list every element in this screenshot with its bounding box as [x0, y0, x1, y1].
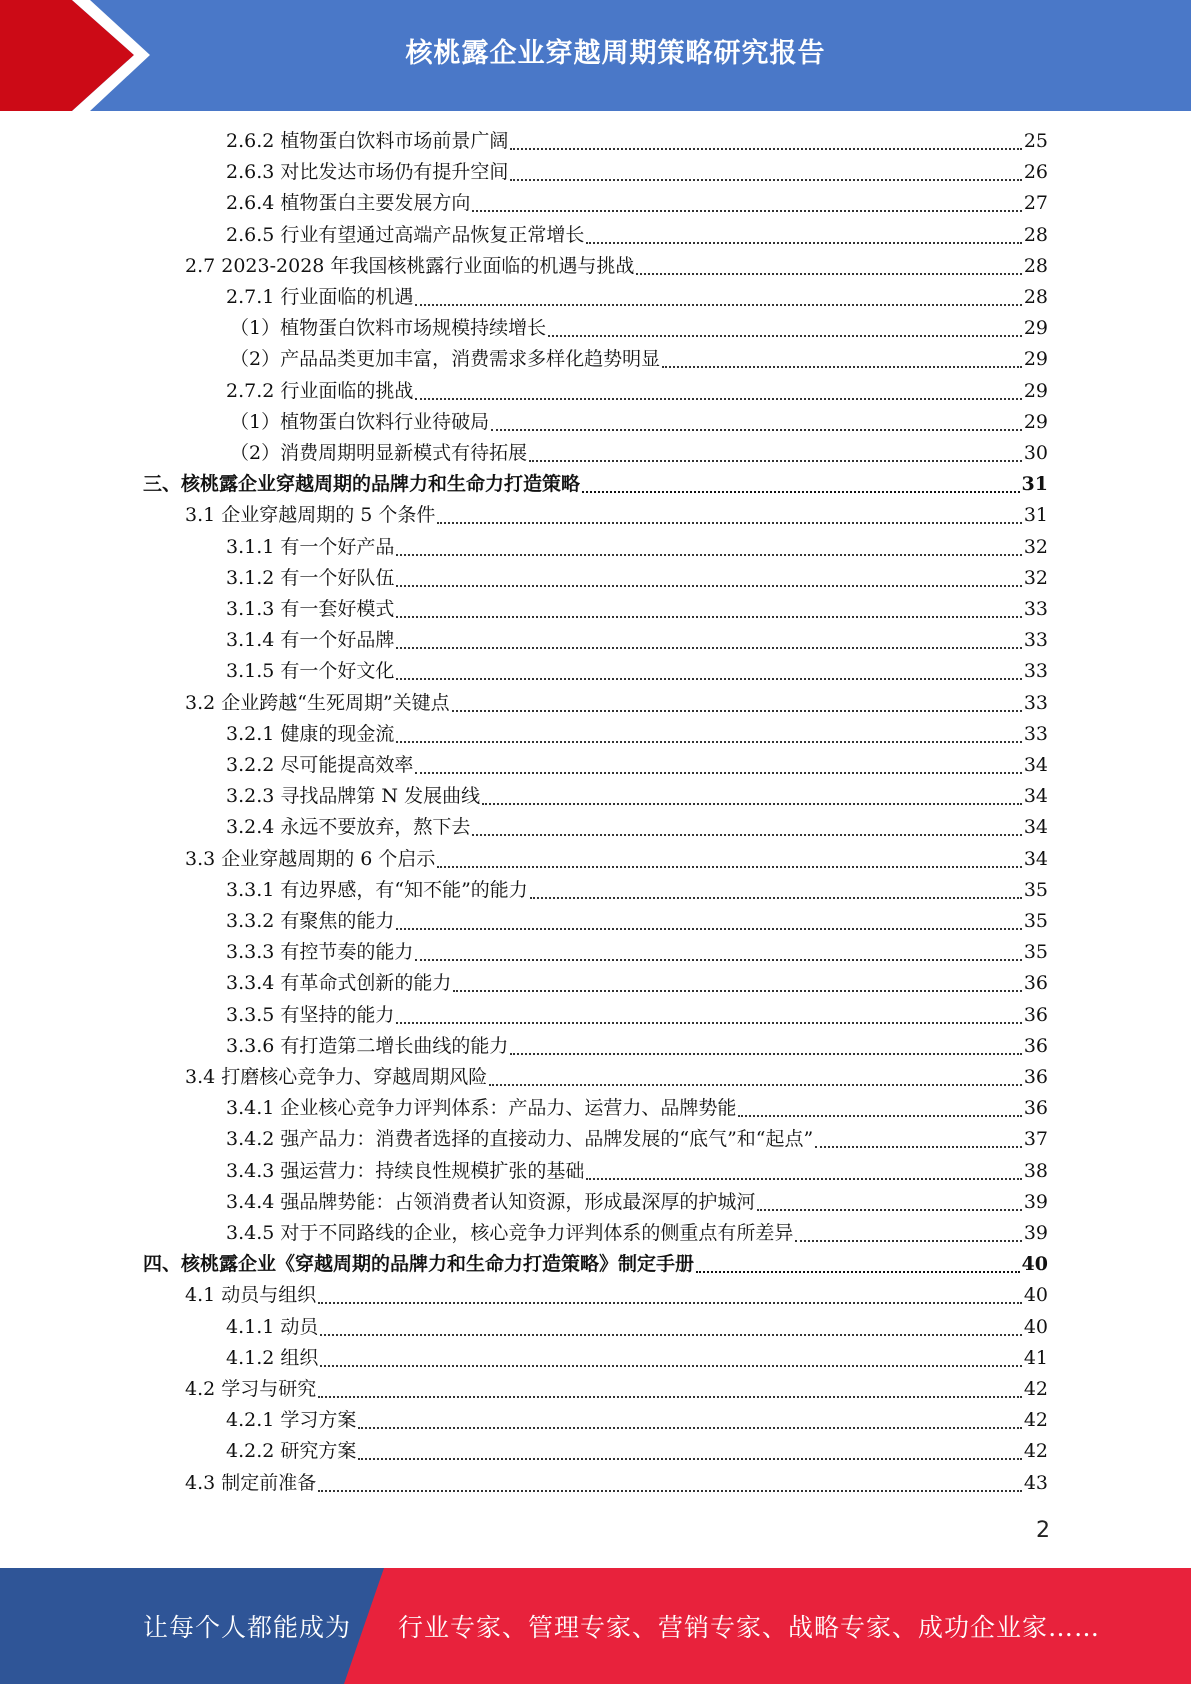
toc-entry[interactable] — [226, 220, 1048, 251]
toc-entry-label: 三、核桃露企业穿越周期的品牌力和生命力打造策略 — [143, 473, 581, 495]
toc-entry[interactable] — [226, 906, 1048, 937]
toc-entry-label: 3.1.2 有一个好队伍 — [226, 567, 395, 589]
toc-dot-leader — [396, 647, 1021, 649]
toc-entry-page: 29 — [1023, 380, 1048, 402]
toc-entry[interactable] — [185, 500, 1048, 531]
toc-entry-page: 41 — [1023, 1347, 1048, 1369]
toc-dot-leader — [358, 1427, 1021, 1429]
toc-entry-label: 3.1.1 有一个好产品 — [226, 536, 395, 558]
toc-entry[interactable] — [226, 376, 1048, 407]
toc-entry-page: 26 — [1023, 161, 1048, 183]
toc-entry-page: 29 — [1023, 348, 1048, 370]
toc-dot-leader — [437, 866, 1021, 868]
toc-dot-leader — [529, 460, 1022, 462]
toc-entry-page: 35 — [1023, 879, 1048, 901]
toc-entry-label: （2）消费周期明显新模式有待拓展 — [230, 442, 528, 464]
toc-dot-leader — [415, 959, 1021, 961]
toc-entry[interactable] — [185, 1062, 1048, 1093]
toc-entry-label: 4.1.2 组织 — [226, 1347, 319, 1369]
toc-entry-page: 34 — [1023, 785, 1048, 807]
toc-entry-page: 43 — [1023, 1472, 1048, 1494]
toc-entry-label: 3.3.1 有边界感，有“知不能”的能力 — [226, 879, 528, 901]
toc-entry-label: 4.3 制定前准备 — [185, 1472, 317, 1494]
toc-dot-leader — [815, 1146, 1022, 1148]
toc-entry-label: （1）植物蛋白饮料市场规模持续增长 — [230, 317, 547, 339]
toc-entry-label: 2.6.2 植物蛋白饮料市场前景广阔 — [226, 130, 509, 152]
toc-dot-leader — [437, 522, 1021, 524]
toc-dot-leader — [318, 1302, 1022, 1304]
toc-dot-leader — [696, 1271, 1020, 1273]
toc-entry-label: 四、核桃露企业《穿越周期的品牌力和生命力打造策略》制定手册 — [143, 1253, 695, 1275]
toc-dot-leader — [482, 803, 1022, 805]
toc-entry-label: 2.6.5 行业有望通过高端产品恢复正常增长 — [226, 224, 585, 246]
toc-entry-label: 3.2.3 寻找品牌第 N 发展曲线 — [226, 785, 481, 807]
page-footer — [0, 1568, 1191, 1684]
toc-entry-page: 33 — [1023, 660, 1048, 682]
toc-entry[interactable] — [185, 844, 1048, 875]
toc-entry[interactable] — [226, 1156, 1048, 1187]
toc-entry-page: 31 — [1023, 504, 1048, 526]
toc-entry[interactable] — [226, 1436, 1048, 1467]
toc-entry-page: 34 — [1023, 754, 1048, 776]
toc-entry-page: 42 — [1023, 1440, 1048, 1462]
toc-entry-page: 29 — [1023, 411, 1048, 433]
toc-dot-leader — [415, 398, 1021, 400]
toc-entry-page: 28 — [1023, 224, 1048, 246]
toc-entry-label: 3.3.3 有控节奏的能力 — [226, 941, 414, 963]
toc-entry[interactable] — [226, 563, 1048, 594]
toc-entry-label: 3.1.5 有一个好文化 — [226, 660, 395, 682]
toc-entry[interactable] — [230, 344, 1048, 375]
toc-entry-page: 42 — [1023, 1378, 1048, 1400]
toc-dot-leader — [548, 335, 1022, 337]
toc-entry[interactable] — [226, 625, 1048, 656]
toc-dot-leader — [415, 772, 1021, 774]
toc-entry[interactable] — [226, 656, 1048, 687]
toc-entry-label: 2.7.1 行业面临的机遇 — [226, 286, 414, 308]
toc-entry[interactable] — [226, 532, 1048, 563]
toc-entry-label: 2.6.4 植物蛋白主要发展方向 — [226, 192, 471, 214]
toc-dot-leader — [582, 491, 1020, 493]
toc-entry-page: 38 — [1023, 1160, 1048, 1182]
toc-entry[interactable] — [226, 1000, 1048, 1031]
footer-slogan-left: 让每个人都能成为 — [143, 1613, 352, 1642]
toc-entry-page: 35 — [1023, 910, 1048, 932]
toc-dot-leader — [318, 1490, 1022, 1492]
toc-dot-leader — [415, 304, 1021, 306]
toc-entry-label: 3.3.6 有打造第二增长曲线的能力 — [226, 1035, 509, 1057]
toc-entry-label: 2.6.3 对比发达市场仍有提升空间 — [226, 161, 509, 183]
toc-entry-label: 4.2.2 研究方案 — [226, 1440, 357, 1462]
toc-entry-page: 40 — [1023, 1316, 1048, 1338]
toc-entry[interactable] — [226, 750, 1048, 781]
toc-dot-leader — [358, 1458, 1021, 1460]
toc-entry[interactable] — [185, 251, 1048, 282]
toc-entry-page: 30 — [1023, 442, 1048, 464]
toc-entry[interactable] — [226, 126, 1048, 157]
toc-dot-leader — [586, 1178, 1021, 1180]
toc-dot-leader — [396, 678, 1021, 680]
toc-entry[interactable] — [226, 1405, 1048, 1436]
toc-entry-page: 36 — [1023, 1097, 1048, 1119]
toc-dot-leader — [396, 554, 1021, 556]
toc-dot-leader — [795, 1240, 1021, 1242]
toc-entry-label: 3.3.2 有聚焦的能力 — [226, 910, 395, 932]
toc-dot-leader — [396, 928, 1021, 930]
toc-entry-label: 2.7.2 行业面临的挑战 — [226, 380, 414, 402]
toc-entry-label: 4.2 学习与研究 — [185, 1378, 317, 1400]
toc-dot-leader — [530, 897, 1022, 899]
toc-entry-label: 3.4.3 强运营力：持续良性规模扩张的基础 — [226, 1160, 585, 1182]
toc-entry-page: 35 — [1023, 941, 1048, 963]
toc-entry-page: 33 — [1023, 692, 1048, 714]
toc-entry-page: 37 — [1023, 1128, 1048, 1150]
toc-entry[interactable] — [226, 968, 1048, 999]
toc-entry[interactable] — [226, 1031, 1048, 1062]
toc-entry-page: 36 — [1023, 1066, 1048, 1088]
toc-entry-page: 27 — [1023, 192, 1048, 214]
toc-entry[interactable] — [226, 1124, 1048, 1155]
toc-entry[interactable] — [226, 812, 1048, 843]
toc-dot-leader — [320, 1334, 1021, 1336]
toc-entry[interactable] — [226, 1312, 1048, 1343]
toc-entry-label: 3.4.4 强品牌势能：占领消费者认知资源，形成最深厚的护城河 — [226, 1191, 756, 1213]
toc-entry-page: 25 — [1023, 130, 1048, 152]
toc-dot-leader — [757, 1209, 1021, 1211]
toc-entry-label: 3.3 企业穿越周期的 6 个启示 — [185, 848, 436, 870]
page-number: 2 — [1036, 1518, 1050, 1543]
toc-entry-page: 33 — [1023, 598, 1048, 620]
footer-slogan-right: 行业专家、管理专家、营销专家、战略专家、成功企业家…… — [398, 1613, 1101, 1642]
toc-entry[interactable] — [226, 1187, 1048, 1218]
toc-dot-leader — [489, 1084, 1022, 1086]
toc-dot-leader — [636, 273, 1021, 275]
toc-entry[interactable] — [226, 937, 1048, 968]
toc-dot-leader — [396, 585, 1021, 587]
toc-dot-leader — [510, 1053, 1021, 1055]
toc-entry-label: 4.1 动员与组织 — [185, 1284, 317, 1306]
toc-dot-leader — [396, 1022, 1021, 1024]
toc-dot-leader — [396, 741, 1021, 743]
toc-entry-page: 36 — [1023, 1004, 1048, 1026]
toc-entry-page: 36 — [1023, 972, 1048, 994]
toc-dot-leader — [472, 210, 1021, 212]
toc-entry-label: 4.1.1 动员 — [226, 1316, 319, 1338]
report-title: 核桃露企业穿越周期策略研究报告 — [405, 37, 826, 69]
toc-entry-label: 3.2.1 健康的现金流 — [226, 723, 395, 745]
toc-entry[interactable] — [185, 1374, 1048, 1405]
toc-entry-page: 42 — [1023, 1409, 1048, 1431]
toc-entry-page: 32 — [1023, 536, 1048, 558]
toc-dot-leader — [320, 1365, 1021, 1367]
toc-entry-label: 3.1.3 有一套好模式 — [226, 598, 395, 620]
toc-dot-leader — [452, 710, 1022, 712]
toc-dot-leader — [396, 616, 1021, 618]
toc-entry[interactable] — [226, 157, 1048, 188]
toc-entry[interactable] — [226, 1218, 1048, 1249]
toc-entry-page: 33 — [1023, 629, 1048, 651]
toc-dot-leader — [318, 1396, 1022, 1398]
toc-entry-label: 3.4.2 强产品力：消费者选择的直接动力、品牌发展的“底气”和“起点” — [226, 1128, 814, 1150]
toc-dot-leader — [738, 1115, 1021, 1117]
toc-dot-leader — [510, 148, 1021, 150]
toc-entry-label: 4.2.1 学习方案 — [226, 1409, 357, 1431]
toc-entry[interactable] — [230, 407, 1048, 438]
toc-entry-label: 3.1.4 有一个好品牌 — [226, 629, 395, 651]
toc-dot-leader — [491, 429, 1022, 431]
toc-entry[interactable] — [143, 469, 1048, 500]
toc-entry-label: 2.7 2023-2028 年我国核桃露行业面临的机遇与挑战 — [185, 255, 635, 277]
toc-entry[interactable] — [226, 719, 1048, 750]
toc-entry-label: 3.2 企业跨越“生死周期”关键点 — [185, 692, 450, 714]
toc-entry-page: 39 — [1023, 1191, 1048, 1213]
toc-dot-leader — [472, 834, 1021, 836]
toc-entry-page: 28 — [1023, 255, 1048, 277]
toc-entry-page: 31 — [1021, 473, 1048, 495]
toc-entry[interactable] — [230, 438, 1048, 469]
toc-entry-page: 33 — [1023, 723, 1048, 745]
toc-entry-label: （1）植物蛋白饮料行业待破局 — [230, 411, 490, 433]
toc-entry-label: 3.2.2 尽可能提高效率 — [226, 754, 414, 776]
toc-entry-page: 34 — [1023, 848, 1048, 870]
toc-entry-page: 28 — [1023, 286, 1048, 308]
toc-entry-page: 36 — [1023, 1035, 1048, 1057]
toc-dot-leader — [662, 366, 1022, 368]
toc-entry[interactable] — [226, 781, 1048, 812]
toc-entry-label: 3.3.4 有革命式创新的能力 — [226, 972, 452, 994]
toc-entry-label: 3.3.5 有坚持的能力 — [226, 1004, 395, 1026]
toc-entry[interactable] — [226, 875, 1048, 906]
toc-entry-label: 3.4.1 企业核心竞争力评判体系：产品力、运营力、品牌势能 — [226, 1097, 737, 1119]
page-header — [0, 0, 1191, 111]
toc-entry-page: 34 — [1023, 816, 1048, 838]
toc-entry[interactable] — [226, 1093, 1048, 1124]
toc-entry[interactable] — [226, 594, 1048, 625]
toc-entry-label: 3.4.5 对于不同路线的企业，核心竞争力评判体系的侧重点有所差异 — [226, 1222, 794, 1244]
toc-entry-page: 32 — [1023, 567, 1048, 589]
toc-entry-label: 3.4 打磨核心竞争力、穿越周期风险 — [185, 1066, 488, 1088]
toc-dot-leader — [586, 242, 1021, 244]
toc-entry[interactable] — [143, 1249, 1048, 1280]
toc-entry-page: 40 — [1023, 1284, 1048, 1306]
toc-entry-page: 29 — [1023, 317, 1048, 339]
toc-entry[interactable] — [226, 188, 1048, 219]
toc-entry-page: 39 — [1023, 1222, 1048, 1244]
toc-entry-page: 40 — [1021, 1253, 1048, 1275]
toc-entry-label: 3.1 企业穿越周期的 5 个条件 — [185, 504, 436, 526]
toc-dot-leader — [453, 990, 1021, 992]
toc-entry[interactable] — [185, 1280, 1048, 1311]
toc-dot-leader — [510, 179, 1021, 181]
toc-entry[interactable] — [226, 1343, 1048, 1374]
toc-entry[interactable] — [185, 1468, 1048, 1499]
toc-entry[interactable] — [226, 282, 1048, 313]
toc-entry-label: 3.2.4 永远不要放弃，熬下去 — [226, 816, 471, 838]
toc-entry-label: （2）产品品类更加丰富，消费需求多样化趋势明显 — [230, 348, 661, 370]
toc-entry[interactable] — [230, 313, 1048, 344]
toc-entry[interactable] — [185, 688, 1048, 719]
